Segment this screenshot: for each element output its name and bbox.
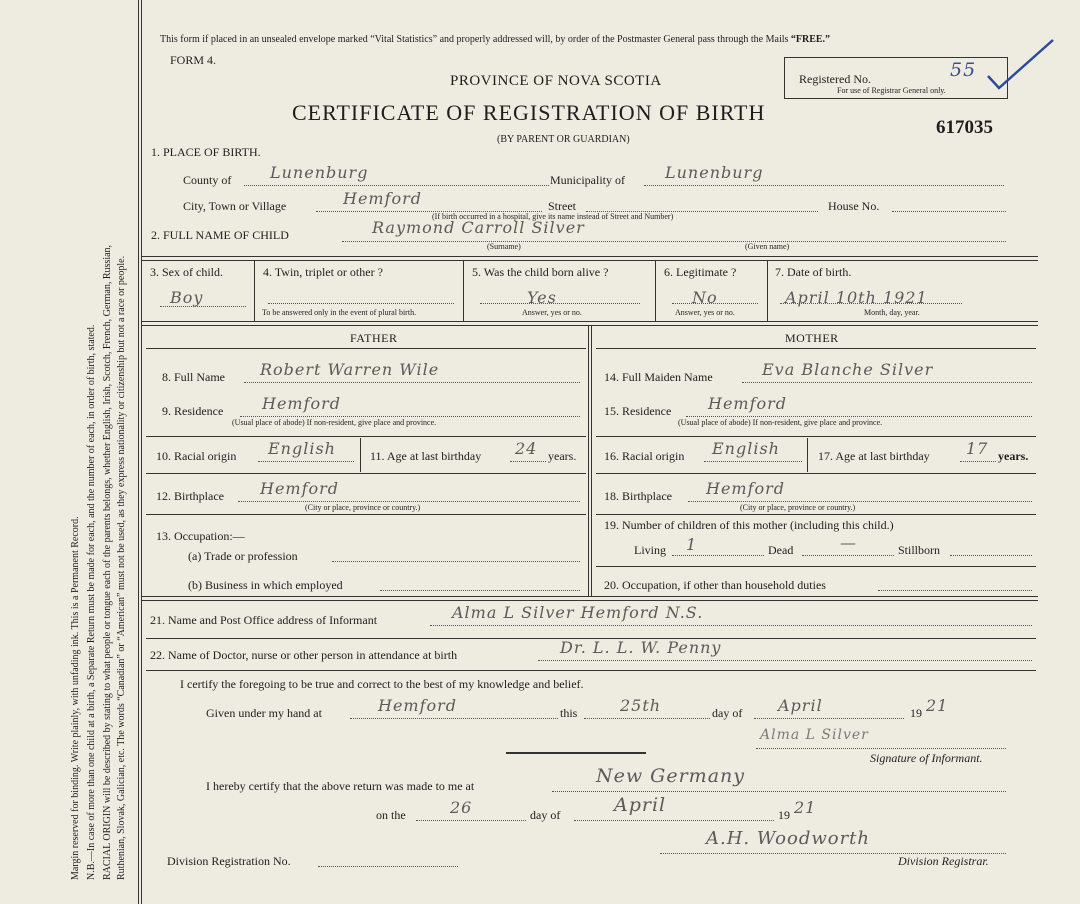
legitimate-value: No [692,288,718,307]
living-value: 1 [686,535,698,554]
place-heading: 1. PLACE OF BIRTH. [151,145,261,159]
sex-value: Boy [170,288,204,307]
child-name-value: Raymond Carroll Silver [372,218,585,237]
father-birthplace-label: 12. Birthplace [156,489,224,503]
municipality-label: Municipality of [550,173,625,187]
registrar-year-value: 21 [794,798,817,817]
occupation-trade-label: (a) Trade or profession [188,549,298,563]
margin-rule [138,0,139,904]
city-value: Hemford [343,189,423,208]
division-registration-label: Division Registration No. [167,854,291,868]
hospital-note: (If birth occurred in a hospital, give its name instead of Street and Number) [432,212,674,221]
registered-note: For use of Registrar General only. [837,86,946,95]
province-heading: PROVINCE OF NOVA SCOTIA [450,73,662,89]
given-place-value: Hemford [378,696,458,715]
given-year-value: 21 [926,696,949,715]
sex-label: 3. Sex of child. [150,265,223,279]
municipality-value: Lunenburg [665,163,764,182]
doctor-value: Dr. L. L. W. Penny [560,638,722,657]
informant-signature: Alma L Silver [760,727,869,743]
father-birthplace-note: (City or place, province or country.) [305,503,421,512]
father-residence-value: Hemford [262,394,342,413]
mother-race-value: English [712,439,780,458]
division-registrar-label: Division Registrar. [898,854,989,868]
city-label: City, Town or Village [183,199,287,213]
occupation-label: 13. Occupation:— [156,529,245,543]
mother-residence-note: (Usual place of abode) If non-resident, give place and province. [678,418,883,427]
mother-heading: MOTHER [785,331,839,345]
father-race-value: English [268,439,336,458]
given-year-prefix: 19 [910,706,922,720]
child-name-label: 2. FULL NAME OF CHILD [151,228,289,242]
alive-note: Answer, yes or no. [522,308,582,317]
father-name-value: Robert Warren Wile [260,360,440,379]
father-heading: FATHER [350,331,398,345]
father-age-label: 11. Age at last birthday [370,449,482,463]
given-month-value: April [778,696,823,715]
given-name-note: (Given name) [745,242,790,251]
father-name-label: 8. Full Name [162,370,225,384]
this-day-value: 25th [620,696,662,715]
given-under-label: Given under my hand at [206,706,322,720]
father-age-value: 24 [515,439,538,458]
registrar-year-prefix: 19 [778,808,790,822]
side-margin-notes [0,0,140,904]
legitimate-label: 6. Legitimate ? [664,265,737,279]
registered-value: 55 [950,59,977,81]
signature-of-informant-label: Signature of Informant. [870,751,983,765]
certify-statement: I certify the foregoing to be true and correct to the best of my knowledge and belief. [180,677,584,691]
mother-residence-value: Hemford [708,394,788,413]
dead-label: Dead [768,543,794,557]
certificate-number: 617035 [936,117,993,138]
registrar-day-value: 26 [450,798,473,817]
father-residence-label: 9. Residence [162,404,224,418]
father-years: years. [548,449,577,463]
page-title: CERTIFICATE OF REGISTRATION OF BIRTH [292,100,766,125]
side-note-4: Ruthenian, Slovak, Galician, etc. The words “Canadian” or “American” must not be used, as they express nationality or citizenship but not a race or people. [116,255,127,880]
mother-birthplace-value: Hemford [706,479,786,498]
form-number: FORM 4. [170,53,217,67]
page-subtitle: (BY PARENT OR GUARDIAN) [497,134,630,145]
county-label: County of [183,173,232,187]
doctor-label: 22. Name of Doctor, nurse or other person in attendance at birth [150,648,458,662]
mother-age-value: 17 [966,439,989,458]
legitimate-note: Answer, yes or no. [675,308,735,317]
mother-residence-label: 15. Residence [604,404,672,418]
father-race-label: 10. Racial origin [156,449,237,463]
mother-name-value: Eva Blanche Silver [762,360,934,379]
top-notice: This form if placed in an unsealed envelope marked “Vital Statistics” and properly addressed will, by order of the Postmaster General pass through the Mails “FREE.” [160,34,831,45]
occupation-business-label: (b) Business in which employed [188,578,343,592]
side-note-2: N.B.—In case of more than one child at a birth, a Separate Return must be made for each, and the number of each, in order of birth, stated. [86,324,97,880]
living-label: Living [634,543,666,557]
registrar-statement: I hereby certify that the above return was made to me at [206,779,475,793]
father-residence-note: (Usual place of abode) If non-resident, give place and province. [232,418,437,427]
birth-date-value: April 10th 1921 [785,288,928,307]
registered-box [784,57,1008,99]
birth-date-note: Month, day, year. [864,308,920,317]
informant-value: Alma L Silver Hemford N.S. [452,603,704,622]
this-label: this [560,706,578,720]
registrar-signature: A.H. Woodworth [706,828,871,849]
stillborn-label: Stillborn [898,543,941,557]
mother-age-label: 17. Age at last birthday [818,449,930,463]
mother-occupation-label: 20. Occupation, if other than household duties [604,578,826,592]
side-note-1: Margin reserved for binding. Write plainly, with unfading ink. This is a Permanent Record. [70,516,81,880]
dead-value: — [840,533,857,552]
checkmark-icon [985,38,1057,90]
twin-note: To be answered only in the event of plural birth. [262,308,417,317]
margin-rule-2 [141,0,142,904]
registrar-day-of-label: day of [530,808,561,822]
mother-years: years. [998,449,1029,463]
alive-label: 5. Was the child born alive ? [472,265,609,279]
on-the-label: on the [376,808,406,822]
county-value: Lunenburg [270,163,369,182]
mother-race-label: 16. Racial origin [604,449,685,463]
registered-label: Registered No. [799,72,871,86]
given-day-of-label: day of [712,706,743,720]
registrar-month-value: April [614,794,667,816]
children-count-label: 19. Number of children of this mother (including this child.) [604,518,894,532]
alive-value: Yes [527,288,557,307]
house-label: House No. [828,199,880,213]
birth-date-label: 7. Date of birth. [775,265,852,279]
street-label: Street [548,199,576,213]
side-note-3: RACIAL ORIGIN will be described by stating to what people or tongue each of the parents belongs, whether English, Irish, Scotch, French, German, Russian, [102,244,113,880]
mother-birthplace-label: 18. Birthplace [604,489,672,503]
twin-label: 4. Twin, triplet or other ? [263,265,383,279]
mother-name-label: 14. Full Maiden Name [604,370,713,384]
registrar-place-value: New Germany [596,765,745,787]
father-birthplace-value: Hemford [260,479,340,498]
mother-birthplace-note: (City or place, province or country.) [740,503,856,512]
surname-note: (Surname) [487,242,521,251]
informant-label: 21. Name and Post Office address of Informant [150,613,378,627]
